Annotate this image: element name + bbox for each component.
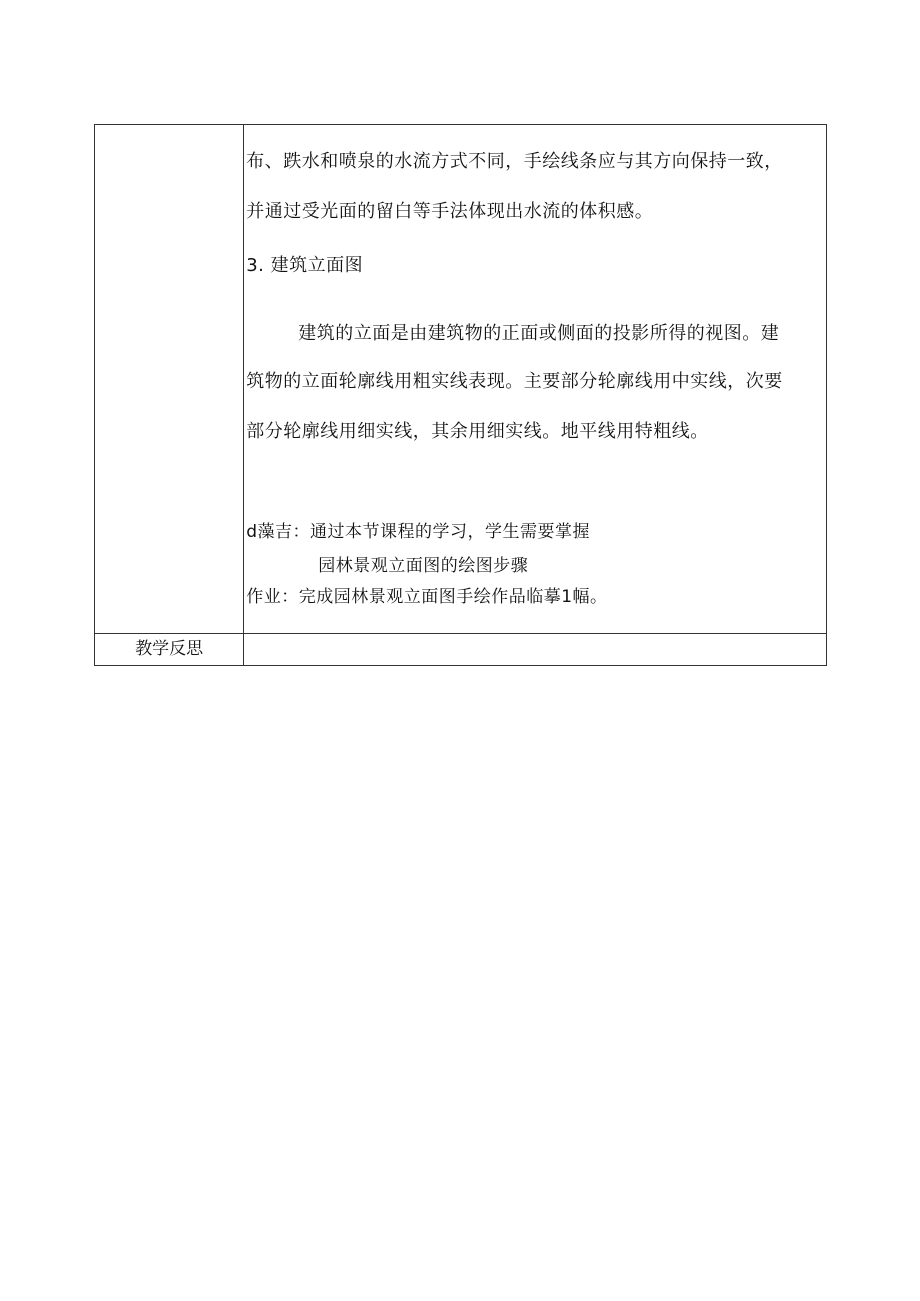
lesson-table (94, 124, 827, 666)
paragraph-line: 筑物的立面轮廓线用粗实线表现。主要部分轮廓线用中实线，次要 (246, 371, 783, 392)
summary-line: 园林景观立面图的绘图步骤 (318, 556, 529, 576)
reflection-value (244, 634, 827, 666)
paragraph-line: 布、跌水和喷泉的水流方式不同，手绘线条应与其方向保持一致， (246, 151, 783, 172)
paragraph-line: 建筑的立面是由建筑物的正面或侧面的投影所得的视图。建 (298, 323, 780, 344)
summary-line: d藻吉：通过本节课程的学习，学生需要掌握 (246, 522, 590, 542)
content-row (95, 125, 827, 634)
homework-line: 作业：完成园林景观立面图手绘作品临摹1幅。 (246, 587, 608, 607)
left-empty-cell (95, 125, 244, 634)
paragraph-line: 并通过受光面的留白等手法体现出水流的体积感。 (246, 201, 654, 222)
content-body (244, 125, 826, 633)
content-cell (244, 125, 827, 634)
section-heading: 3. 建筑立面图 (246, 255, 364, 276)
paragraph-line: 部分轮廓线用细实线，其余用细实线。地平线用特粗线。 (246, 421, 709, 442)
reflection-row (95, 634, 827, 666)
reflection-label: 教学反思 (95, 634, 244, 666)
